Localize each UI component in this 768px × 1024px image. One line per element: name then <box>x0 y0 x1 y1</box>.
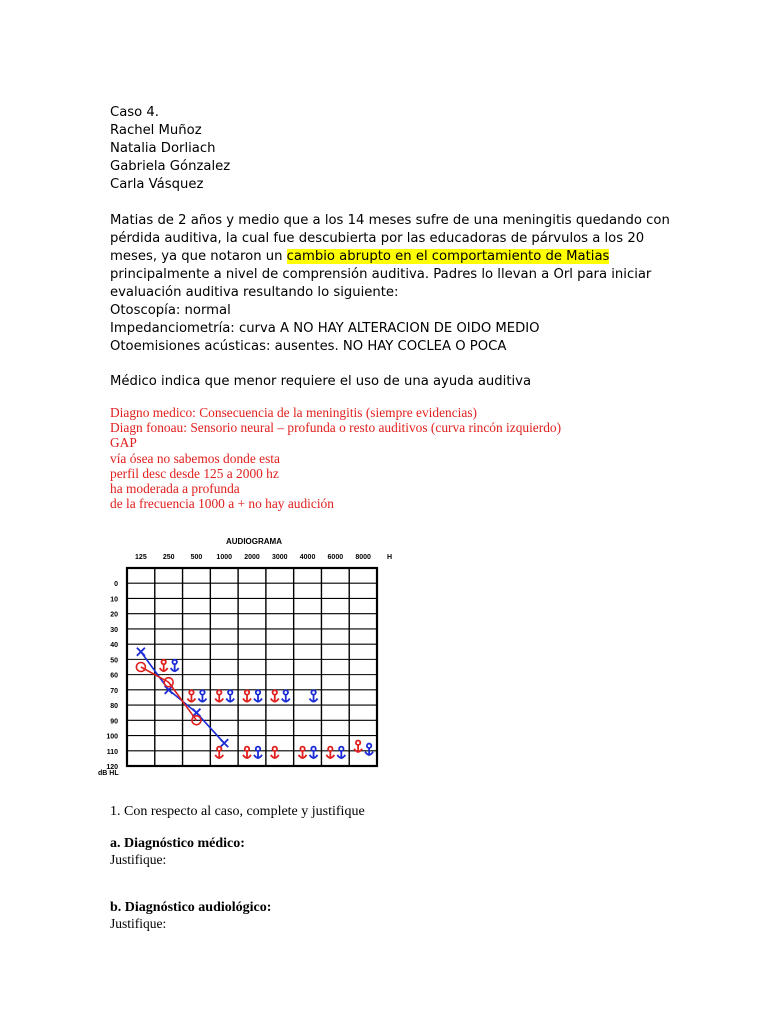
document-body <box>110 104 730 511</box>
right-ear-no-response-anchor <box>243 690 251 702</box>
left-ear-no-response-anchor <box>226 690 234 702</box>
question-b-label: b. Diagnóstico audiológico: <box>110 900 272 915</box>
x-tick-label: 6000 <box>327 554 344 561</box>
case-line <box>110 248 730 266</box>
right-ear-no-response-anchor <box>354 741 362 753</box>
y-tick-label: 120 <box>106 764 118 771</box>
left-ear-no-response-anchor <box>171 660 179 672</box>
right-ear-no-response-anchor <box>271 747 279 759</box>
case-line: pérdida auditiva, la cual fue descubierta por las educadoras de párvulos a los 20 <box>110 231 645 246</box>
otoscopy-result: Otoscopía: normal <box>110 303 231 318</box>
impedance-result: Impedanciometría: curva A NO HAY ALTERACION DE OIDO MEDIO <box>110 321 540 336</box>
case-description <box>110 212 730 356</box>
left-ear-no-response-anchor <box>254 690 262 702</box>
y-tick-label: 20 <box>110 611 118 619</box>
left-ear-no-response-anchor <box>254 747 262 759</box>
right-ear-no-response-anchor <box>243 747 251 759</box>
case-line: principalmente a nivel de comprensión auditiva. Padres lo llevan a Orl para iniciar <box>110 267 652 282</box>
highlighted-text: cambio abrupto en el comportamiento de Matias <box>286 249 610 264</box>
x-tick-label: 250 <box>162 554 175 561</box>
no-response-anchor-ring <box>273 690 277 694</box>
no-response-anchor-ring <box>256 690 260 694</box>
otoemissions-result: Otoemisiones acústicas: ausentes. NO HAY COCLEA O POCA <box>110 339 507 354</box>
x-tick-label: 8000 <box>355 554 371 561</box>
right-ear-no-response-anchor <box>215 690 223 702</box>
author-name: Carla Vásquez <box>110 177 204 192</box>
y-tick-label: 80 <box>110 703 118 711</box>
left-ear-no-response-anchor <box>198 690 206 702</box>
no-response-anchor-ring <box>367 744 371 748</box>
no-response-anchor-ring <box>245 747 249 751</box>
y-unit-label: dB HL <box>98 770 119 777</box>
question-a-label: a. Diagnóstico médico: <box>110 836 245 851</box>
red-notes <box>110 405 730 511</box>
left-ear-no-response-anchor <box>337 747 345 759</box>
x-tick-label: 500 <box>190 554 203 561</box>
note-line: Diagno medico: Consecuencia de la meningitis (siempre evidencias) <box>110 405 478 420</box>
note-line: GAP <box>110 435 137 451</box>
no-response-anchor-ring <box>300 747 304 751</box>
left-ear-no-response-anchor <box>310 747 318 759</box>
case-line: evaluación auditiva resultando lo siguiente: <box>110 285 399 300</box>
x-unit-label: H <box>387 554 393 561</box>
no-response-anchor-ring <box>328 747 332 751</box>
left-ear-x-marker <box>220 739 228 747</box>
right-ear-o-marker <box>136 663 145 672</box>
right-ear-no-response-anchor <box>160 660 168 672</box>
no-response-anchor-ring <box>256 747 260 751</box>
note-line: ha moderada a profunda <box>110 481 240 497</box>
y-tick-label: 110 <box>106 748 118 756</box>
author-name: Natalia Dorliach <box>110 141 216 156</box>
question-b-justify: Justifique: <box>110 916 167 931</box>
author-list <box>110 122 730 194</box>
chart-title: AUDIOGRAMA <box>226 537 282 546</box>
no-response-anchor-ring <box>228 690 232 694</box>
left-ear-no-response-anchor <box>310 690 318 702</box>
x-tick-label: 125 <box>135 554 147 561</box>
x-tick-labels <box>135 554 371 561</box>
chart-marks <box>136 648 373 759</box>
medical-indication-text: Médico indica que menor requiere el uso de una ayuda auditiva <box>110 374 532 389</box>
y-tick-label: 60 <box>110 672 118 680</box>
y-tick-label: 40 <box>110 642 118 650</box>
no-response-anchor-ring <box>245 690 249 694</box>
no-response-anchor-ring <box>356 741 360 745</box>
y-tick-labels <box>106 581 118 771</box>
no-response-anchor-ring <box>200 690 204 694</box>
y-tick-label: 30 <box>110 626 118 634</box>
right-ear-no-response-anchor <box>271 690 279 702</box>
right-ear-no-response-anchor <box>187 690 195 702</box>
y-tick-label: 100 <box>106 733 118 741</box>
note-line: perfil desc desde 125 a 2000 hz <box>110 465 279 481</box>
x-tick-label: 3000 <box>271 554 288 561</box>
audiogram-chart <box>94 532 394 782</box>
no-response-anchor-ring <box>284 690 288 694</box>
case-title: Caso 4. <box>110 105 160 120</box>
y-tick-label: 50 <box>110 657 118 665</box>
case-header <box>110 104 730 194</box>
note-line: Diagn fonoau: Sensorio neural – profunda o resto auditivos (curva rincón izquierdo) <box>110 420 562 436</box>
right-ear-no-response-anchor <box>215 747 223 759</box>
y-tick-label: 0 <box>114 581 118 589</box>
right-ear-no-response-anchor <box>326 747 334 759</box>
x-tick-label: 1000 <box>216 554 233 561</box>
author-name: Rachel Muñoz <box>110 123 202 138</box>
case-line-text: meses, ya que notaron un <box>110 249 287 264</box>
case-line: Matias de 2 años y medio que a los 14 meses sufre de una meningitis quedando con <box>110 213 670 228</box>
no-response-anchor-ring <box>172 660 176 664</box>
y-tick-label: 10 <box>110 596 118 604</box>
no-response-anchor-ring <box>273 747 277 751</box>
left-ear-x-marker <box>137 648 145 656</box>
no-response-anchor-ring <box>161 660 165 664</box>
note-line: vía ósea no sabemos donde esta <box>110 450 280 466</box>
author-name: Gabriela Gónzalez <box>110 159 231 174</box>
question-1: 1. Con respecto al caso, complete y justifique <box>110 804 365 819</box>
right-ear-no-response-anchor <box>299 747 307 759</box>
questions-section <box>110 803 365 932</box>
no-response-anchor-ring <box>311 690 315 694</box>
question-a-justify: Justifique: <box>110 852 167 867</box>
y-tick-label: 90 <box>110 718 118 726</box>
note-line: de la frecuencia 1000 a + no hay audición <box>110 496 334 512</box>
x-tick-label: 2000 <box>244 554 260 561</box>
left-ear-no-response-anchor <box>365 744 373 756</box>
no-response-anchor-ring <box>339 747 343 751</box>
no-response-anchor-ring <box>311 747 315 751</box>
no-response-anchor-ring <box>217 690 221 694</box>
medical-indication <box>110 373 730 391</box>
left-ear-no-response-anchor <box>282 690 290 702</box>
x-tick-label: 4000 <box>299 554 316 561</box>
no-response-anchor-ring <box>189 690 193 694</box>
y-tick-label: 70 <box>110 687 118 695</box>
no-response-anchor-ring <box>217 747 221 751</box>
